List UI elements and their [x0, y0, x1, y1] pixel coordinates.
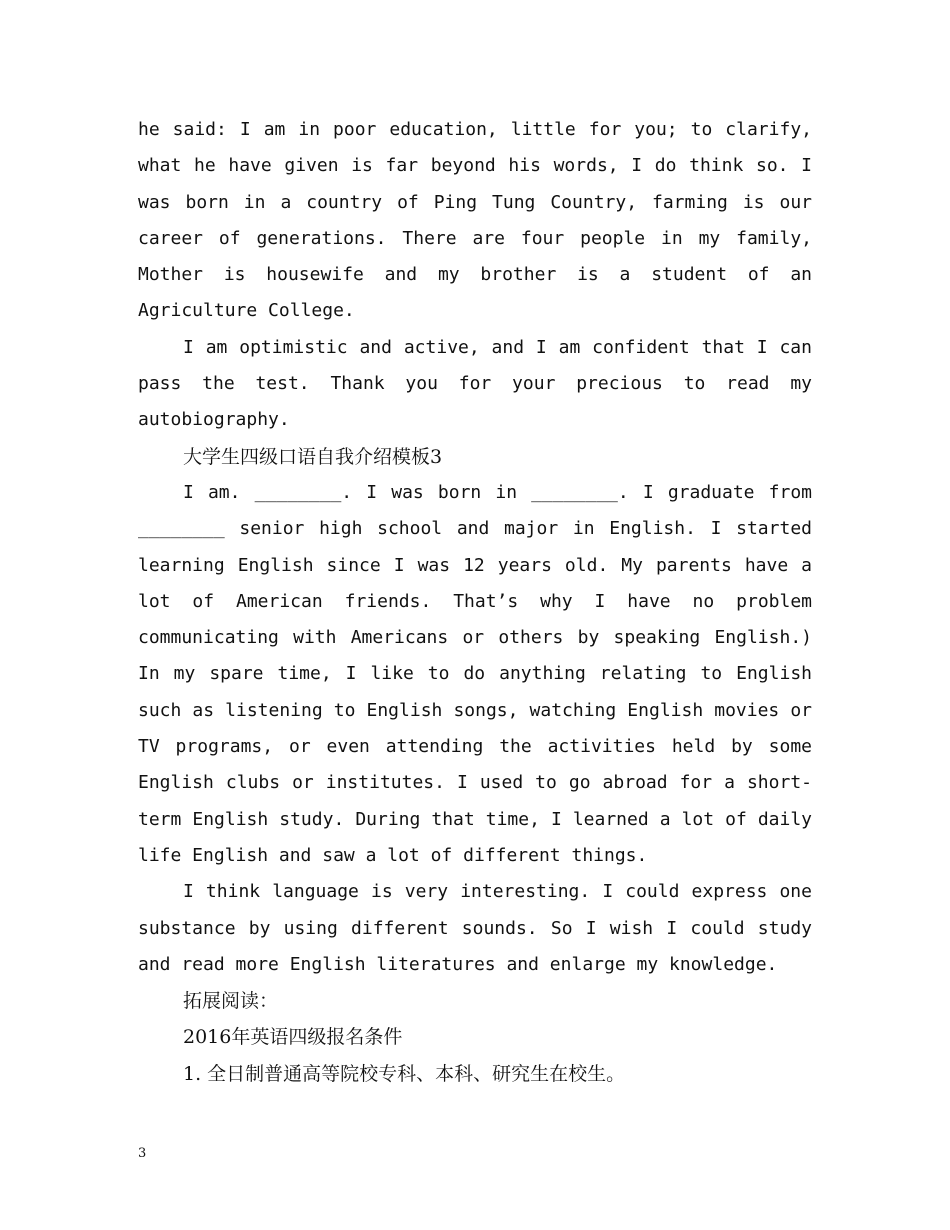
section-heading-extended-reading: 拓展阅读： — [183, 990, 279, 1013]
section-heading-registration-conditions: 2016年英语四级报名条件 — [183, 1026, 403, 1049]
section-heading-template-3: 大学生四级口语自我介绍模板3 — [183, 445, 443, 468]
paragraph-language-interest: I think language is very interesting. I could express one substance by using different sounds. So I wish I could study and read more English literatures and enlarge my knowledge. — [138, 881, 812, 975]
document-body — [138, 112, 812, 1092]
page-number: 3 — [138, 1146, 147, 1161]
paragraph-self-introduction: I am. ________. I was born in ________. I graduate from ________ senior high school and major in English. I started learning English since I was 12 years old. My parents have a lot of American friends. That’s why I have no problem communicating with Americans or others by speaking English.) In my spare time, I like to do anything relating to English such as listening to English songs, watching English movies or TV programs, or even attending the activities held by some English clubs or institutes. I used to go abroad for a short-term English study. During that time, I learned a lot of daily life English and saw a lot of different things. — [138, 481, 812, 866]
paragraph-family-background: he said: I am in poor education, little for you; to clarify, what he have given is far beyond his words, I do think so. I was born in a country of Ping Tung Country, farming is our career of generations. There are four people in my family, Mother is housewife and my brother is a student of an Agriculture College. — [138, 119, 812, 322]
paragraph-closing-statement: I am optimistic and active, and I am confident that I can pass the test. Thank you for your precious to read my autobiography. — [138, 336, 812, 431]
list-item-condition-1: 1. 全日制普通高等院校专科、本科、研究生在校生。 — [183, 1062, 626, 1085]
